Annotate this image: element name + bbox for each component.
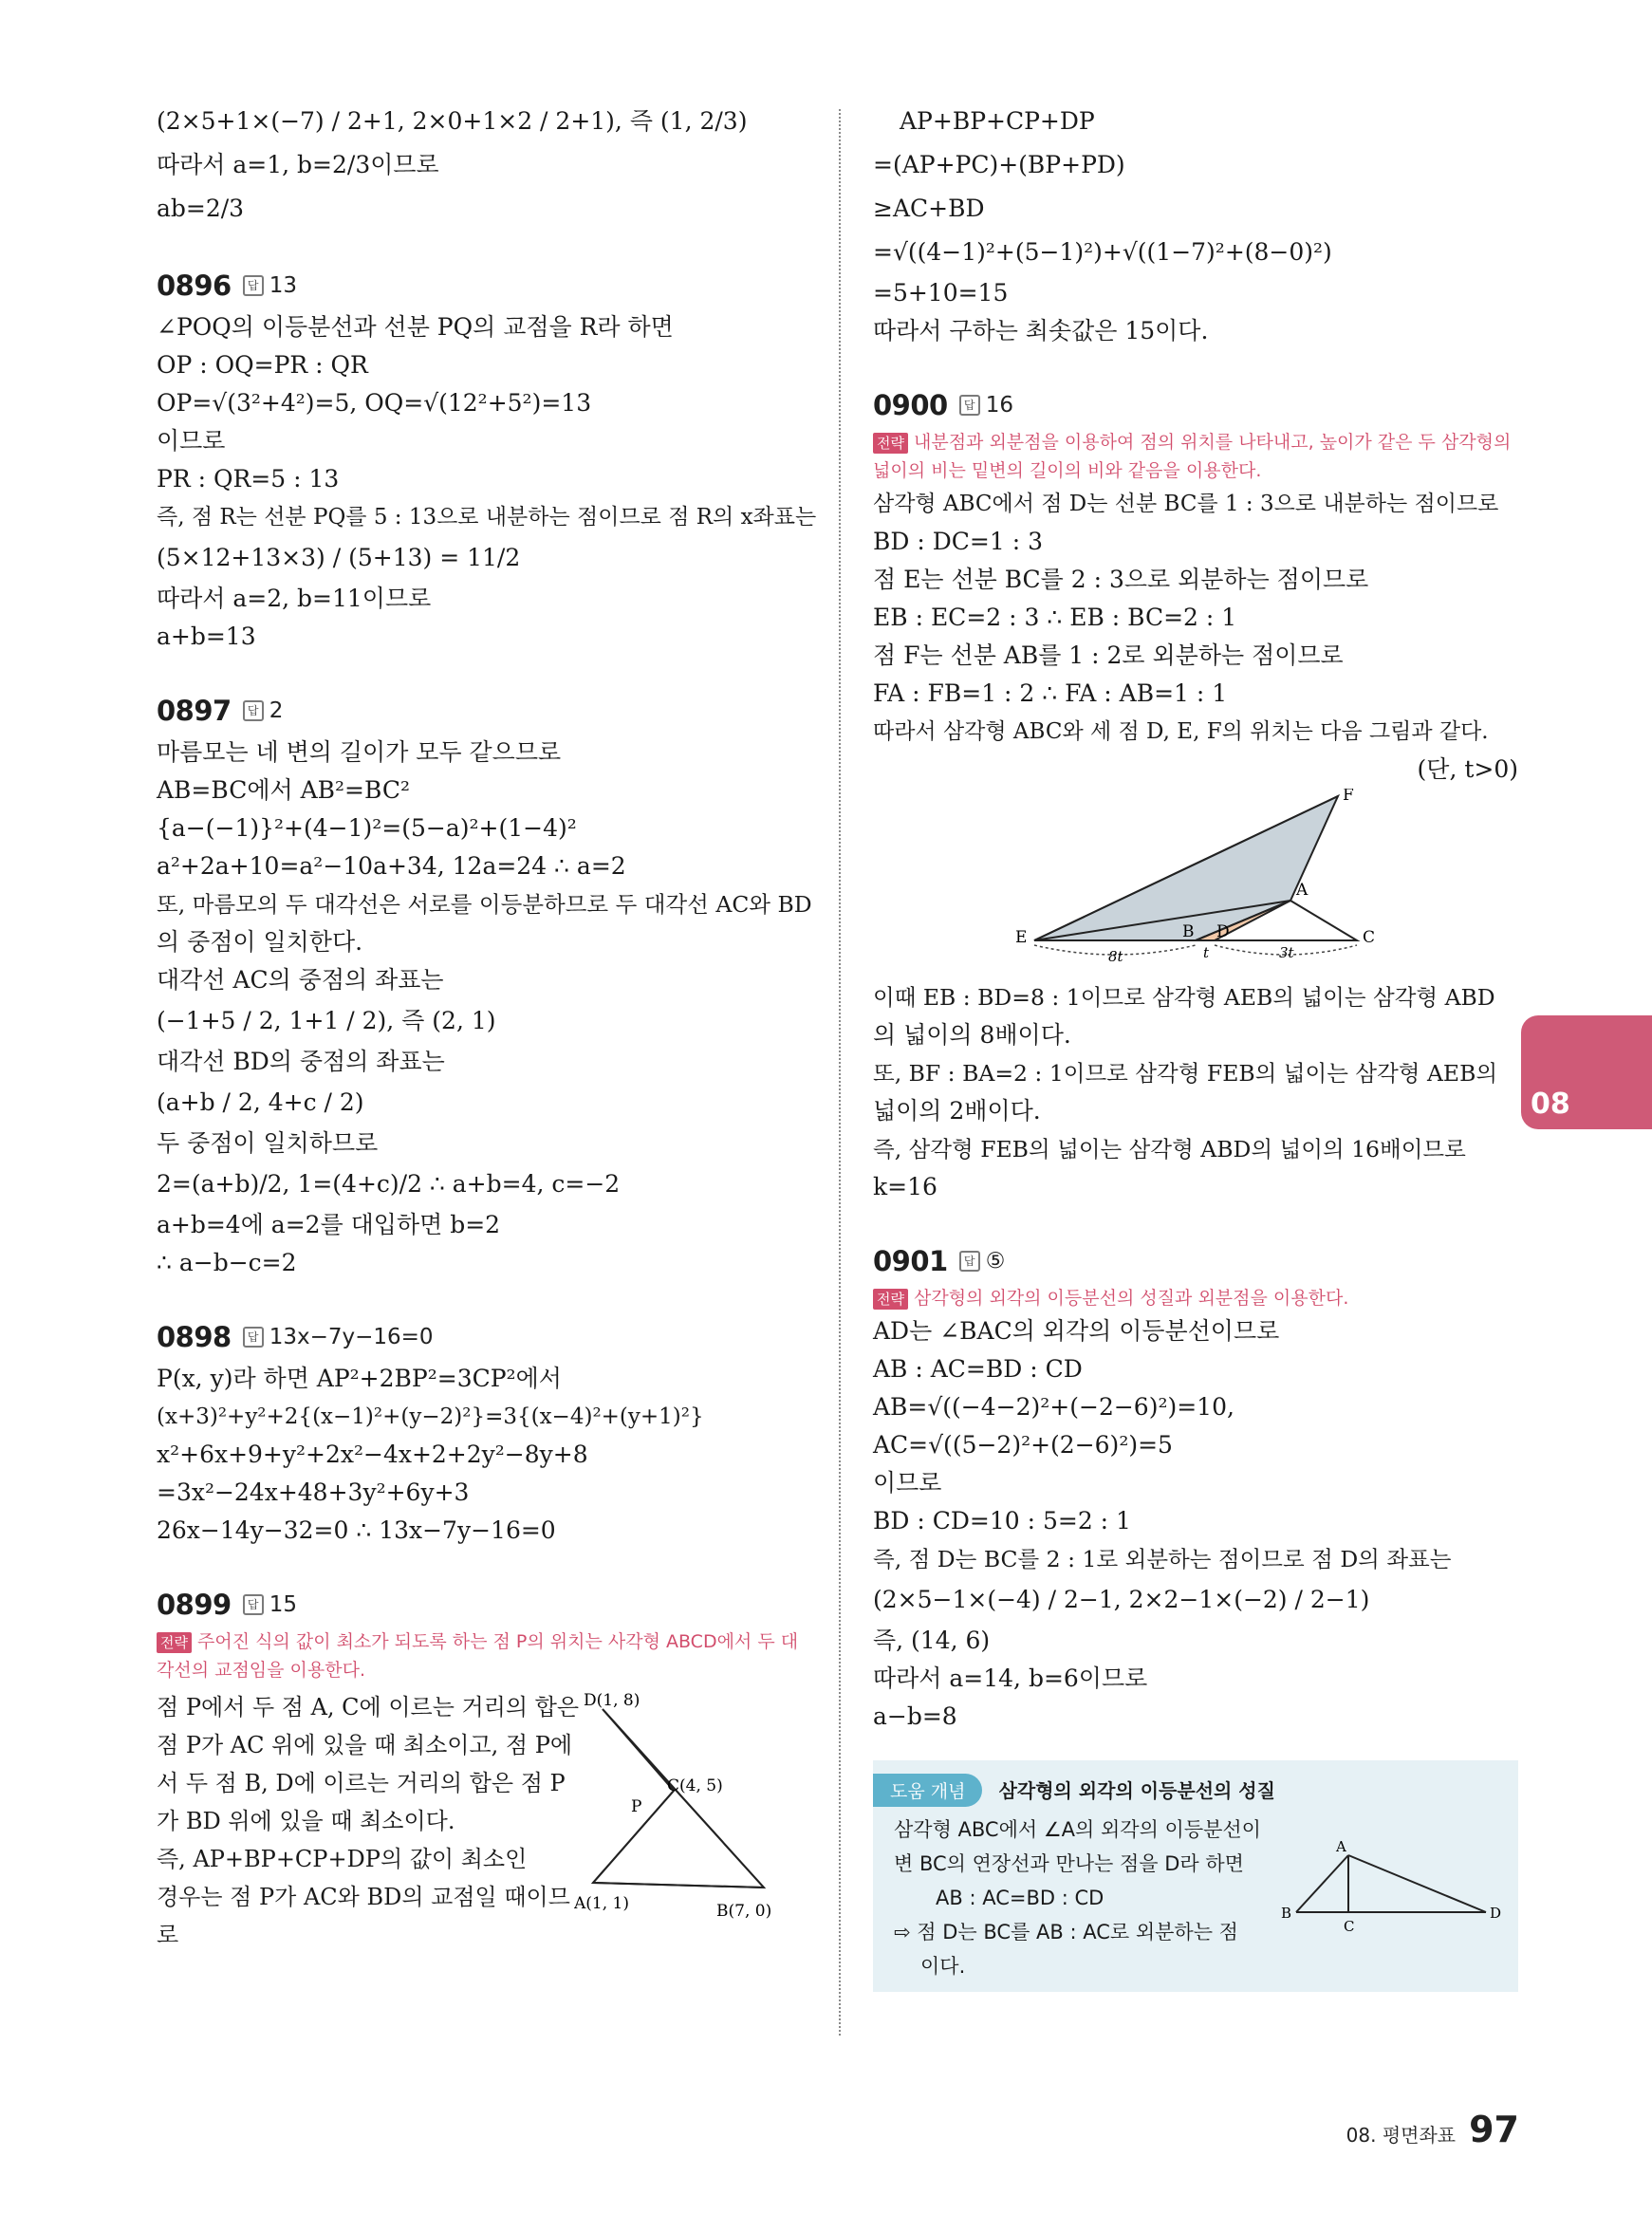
- problem-number: 0901: [873, 1245, 948, 1277]
- text-line: 마름모는 네 변의 길이가 모두 같으므로: [157, 738, 562, 766]
- label-d: D: [1216, 922, 1230, 941]
- problem-answer: 15: [269, 1592, 297, 1617]
- tip-line: 이다.: [920, 1955, 966, 1978]
- problem-header-0898: [157, 1314, 811, 1360]
- text-line: (2×5−1×(−4) / 2−1, 2×2−1×(−2) / 2−1): [873, 1586, 1370, 1613]
- text-line: AD는 ∠BAC의 외각의 이등분선이므로: [873, 1317, 1280, 1345]
- label-3t: 3t: [1279, 944, 1294, 961]
- label-d: D(1, 8): [584, 1691, 640, 1710]
- text-line: BD : CD=10 : 5=2 : 1: [873, 1507, 1131, 1534]
- problem-number: 0899: [157, 1589, 232, 1621]
- tip-figure: [1277, 1836, 1505, 1941]
- text-line: 또, BF : BA=2 : 1이므로 삼각형 FEB의 넓이는 삼각형 AEB의: [873, 1060, 1498, 1087]
- text-line: =√((4−1)²+(5−1)²)+√((1−7)²+(8−0)²): [873, 238, 1332, 266]
- text-line: 따라서 삼각형 ABC와 세 점 D, E, F의 위치는 다음 그림과 같다.: [873, 719, 1489, 744]
- segment-ad: [1348, 1855, 1486, 1912]
- label-t: t: [1203, 944, 1210, 961]
- text-line: (x+3)²+y²+2{(x−1)²+(y−2)²}=3{(x−4)²+(y+1)²}: [157, 1404, 704, 1429]
- text-line: 2=(a+b)/2, 1=(4+c)/2 ∴ a+b=4, c=−2: [157, 1170, 621, 1198]
- text-line: 즉, AP+BP+CP+DP의 값이 최소인: [157, 1846, 528, 1872]
- text-line: 또, 마름모의 두 대각선은 서로를 이등분하므로 두 대각선 AC와 BD: [157, 891, 812, 918]
- chapter-side-tab: [1521, 1015, 1652, 1129]
- text-line: 삼각형 ABC에서 점 D는 선분 BC를 1 : 3으로 내분하는 점이므로: [873, 492, 1499, 516]
- problem-header-0900: [873, 382, 1518, 428]
- text-line: 이므로: [157, 427, 226, 455]
- answer-icon: 답: [959, 395, 980, 416]
- text-line: a+b=4에 a=2를 대입하면 b=2: [157, 1211, 501, 1238]
- left-column: [157, 100, 817, 1954]
- text-line: AB=BC에서 AB²=BC²: [157, 776, 410, 804]
- label-f: F: [1343, 789, 1354, 805]
- text-line: 따라서 구하는 최솟값은 15이다.: [873, 317, 1209, 344]
- text-line: {a−(−1)}²+(4−1)²=(5−a)²+(1−4)²: [157, 814, 577, 842]
- strategy-note: [157, 1627, 811, 1684]
- text-line: AC=√((5−2)²+(2−6)²)=5: [873, 1431, 1173, 1459]
- label-b: B: [1182, 922, 1195, 941]
- tip-line: 변 BC의 연장선과 만나는 점을 D라 하면: [894, 1852, 1244, 1875]
- problem-header-0897: [157, 688, 811, 734]
- problem-answer: 13x−7y−16=0: [269, 1325, 434, 1349]
- strategy-text: 주어진 식의 값이 최소가 되도록 하는 점 P의 위치는 사각형 ABCD에서 두 대각선의 교점임을 이용한다.: [157, 1631, 799, 1681]
- text-line: 따라서 a=1, b=2/3이므로: [157, 151, 439, 178]
- text-line: 점 E는 선분 BC를 2 : 3으로 외분하는 점이므로: [873, 566, 1369, 593]
- tip-header: [890, 1774, 1497, 1807]
- text-line: 점 F는 선분 AB를 1 : 2로 외분하는 점이므로: [873, 642, 1344, 669]
- text-line: 경우는 점 P가 AC와 BD의 교점일 때이므: [157, 1884, 570, 1910]
- problem-0899-text: [157, 1688, 580, 1954]
- text-line: 대각선 AC의 중점의 좌표는: [157, 966, 444, 994]
- text-line: a−b=8: [873, 1702, 957, 1730]
- concept-tip-box: [873, 1760, 1518, 1992]
- problem-answer: 16: [985, 393, 1013, 418]
- strategy-note: [873, 1284, 1518, 1312]
- text-line: P(x, y)라 하면 AP²+2BP²=3CP²에서: [157, 1365, 562, 1392]
- segment-ba: [1296, 1855, 1348, 1912]
- triangle-figure: [873, 789, 1518, 978]
- text-line: a+b=13: [157, 623, 256, 650]
- text-line: OP=√(3²+4²)=5, OQ=√(12²+5²)=13: [157, 389, 592, 417]
- text-line: PR : QR=5 : 13: [157, 465, 340, 493]
- text-line: 가 BD 위에 있을 때 최소이다.: [157, 1808, 455, 1834]
- label-a: A: [1296, 881, 1309, 900]
- text-line: AB : AC=BD : CD: [873, 1355, 1083, 1383]
- chapter-title: 08. 평면좌표: [1346, 2124, 1457, 2147]
- text-line: 의 중점이 일치한다.: [157, 928, 363, 956]
- text-line: 넓이의 2배이다.: [873, 1097, 1041, 1125]
- text-line: 이므로: [873, 1469, 942, 1497]
- tip-label: 도움 개념: [873, 1774, 982, 1807]
- text-line: 의 넓이의 8배이다.: [873, 1021, 1071, 1049]
- text-line: a²+2a+10=a²−10a+34, 12a=24 ∴ a=2: [157, 852, 626, 880]
- strategy-note: [873, 428, 1518, 485]
- tip-title: 삼각형의 외각의 이등분선의 성질: [998, 1779, 1275, 1802]
- label-b: B(7, 0): [716, 1902, 772, 1921]
- text-line: ≥AC+BD: [873, 195, 985, 222]
- text-line: 점 P에서 두 점 A, C에 이르는 거리의 합은: [157, 1694, 580, 1720]
- text-line: 즉, 삼각형 FEB의 넓이는 삼각형 ABD의 넓이의 16배이므로: [873, 1136, 1466, 1162]
- label-a: A: [1336, 1838, 1346, 1855]
- text-line: k=16: [873, 1173, 937, 1200]
- strategy-tag: 전략: [157, 1632, 192, 1653]
- problem-number: 0900: [873, 389, 948, 421]
- text-line: (2×5+1×(−7) / 2+1, 2×0+1×2 / 2+1), 즉 (1, 2/3): [157, 107, 748, 135]
- text-line: 두 중점이 일치하므로: [157, 1129, 379, 1157]
- quadrilateral-outline: [593, 1709, 764, 1888]
- problem-answer: 2: [269, 698, 284, 723]
- page-number: 97: [1469, 2109, 1519, 2150]
- text-line: OP : OQ=PR : QR: [157, 351, 368, 379]
- text-line: 즉, 점 R는 선분 PQ를 5 : 13으로 내분하는 점이므로 점 R의 x좌표는: [157, 505, 817, 530]
- text-line: x²+6x+9+y²+2x²−4x+2+2y²−8y+8: [157, 1441, 588, 1468]
- strategy-tag: 전략: [873, 433, 908, 454]
- label-c: C: [1363, 928, 1376, 947]
- text-line: AP+BP+CP+DP: [900, 107, 1095, 135]
- problem-number: 0896: [157, 270, 232, 302]
- label-a: A(1, 1): [574, 1894, 629, 1913]
- text-line: 대각선 BD의 중점의 좌표는: [157, 1048, 445, 1075]
- problem-header-0899: [157, 1582, 811, 1627]
- answer-icon: 답: [243, 1594, 264, 1615]
- text-line: 이때 EB : BD=8 : 1이므로 삼각형 AEB의 넓이는 삼각형 ABD: [873, 984, 1495, 1011]
- text-line: 로: [157, 1922, 179, 1948]
- problem-header-0896: [157, 263, 811, 308]
- answer-icon: 답: [243, 1327, 264, 1348]
- strategy-tag: 전략: [873, 1289, 908, 1310]
- column-divider: [839, 109, 841, 2036]
- label-p: P: [631, 1797, 642, 1816]
- right-column: [873, 100, 1518, 1992]
- diagonal-bd: [603, 1709, 764, 1888]
- text-line: 따라서 a=14, b=6이므로: [873, 1664, 1148, 1692]
- text-line: BD : DC=1 : 3: [873, 528, 1043, 555]
- text-line: =5+10=15: [873, 279, 1009, 307]
- text-line: 점 P가 AC 위에 있을 때 최소이고, 점 P에: [157, 1732, 573, 1758]
- text-line: =3x²−24x+48+3y²+6y+3: [157, 1478, 470, 1506]
- side-ab: [593, 1883, 764, 1888]
- label-c: C: [1344, 1918, 1355, 1935]
- text-line: AB=√((−4−2)²+(−2−6)²)=10,: [873, 1393, 1234, 1421]
- answer-icon: 답: [243, 700, 264, 721]
- tip-line: 삼각형 ABC에서 ∠A의 외각의 이등분선이: [894, 1818, 1261, 1841]
- strategy-text: 삼각형의 외각의 이등분선의 성질과 외분점을 이용한다.: [913, 1288, 1349, 1309]
- label-8t: 8t: [1108, 948, 1123, 965]
- label-e: E: [1015, 928, 1028, 947]
- quadrilateral-figure: [574, 1688, 792, 1925]
- problem-answer: 13: [269, 273, 297, 298]
- text-line: (5×12+13×3) / (5+13) = 11/2: [157, 544, 521, 571]
- problem-answer: ⑤: [985, 1249, 1006, 1274]
- text-line: (−1+5 / 2, 1+1 / 2), 즉 (2, 1): [157, 1007, 496, 1034]
- problem-header-0901: [873, 1238, 1518, 1284]
- strategy-text: 내분점과 외분점을 이용하여 점의 위치를 나타내고, 높이가 같은 두 삼각형의 넓이의 비는 밑변의 길이의 비와 같음을 이용한다.: [873, 432, 1512, 481]
- answer-icon: 답: [959, 1251, 980, 1272]
- label-c: C(4, 5): [667, 1776, 723, 1795]
- text-line: 따라서 a=2, b=11이므로: [157, 585, 432, 612]
- text-line: 서 두 점 B, D에 이르는 거리의 합은 점 P: [157, 1770, 566, 1796]
- text-line: (a+b / 2, 4+c / 2): [157, 1088, 364, 1116]
- label-b: B: [1281, 1905, 1292, 1922]
- problem-number: 0898: [157, 1321, 232, 1353]
- text-line: FA : FB=1 : 2 ∴ FA : AB=1 : 1: [873, 679, 1228, 707]
- text-line: 즉, (14, 6): [873, 1627, 991, 1654]
- label-d: D: [1490, 1905, 1502, 1922]
- problem-0899-body: [157, 1688, 811, 1954]
- text-line: EB : EC=2 : 3 ∴ EB : BC=2 : 1: [873, 604, 1237, 631]
- tip-line: ⇨ 점 D는 BC를 AB : AC로 외분하는 점: [894, 1921, 1238, 1943]
- condition-text: (단, t>0): [1417, 755, 1518, 783]
- page-footer: [1346, 2109, 1519, 2150]
- answer-icon: 답: [243, 275, 264, 296]
- tip-line: AB : AC=BD : CD: [936, 1887, 1104, 1909]
- text-line: ab=2/3: [157, 195, 245, 222]
- text-line: ∴ a−b−c=2: [157, 1249, 297, 1276]
- text-line: 즉, 점 D는 BC를 2 : 1로 외분하는 점이므로 점 D의 좌표는: [873, 1546, 1452, 1572]
- text-line: 26x−14y−32=0 ∴ 13x−7y−16=0: [157, 1516, 556, 1544]
- chapter-tab-label: 08: [1531, 1088, 1570, 1121]
- text-line: =(AP+PC)+(BP+PD): [873, 151, 1125, 178]
- text-line: ∠POQ의 이등분선과 선분 PQ의 교점을 R라 하면: [157, 313, 674, 341]
- problem-number: 0897: [157, 695, 232, 727]
